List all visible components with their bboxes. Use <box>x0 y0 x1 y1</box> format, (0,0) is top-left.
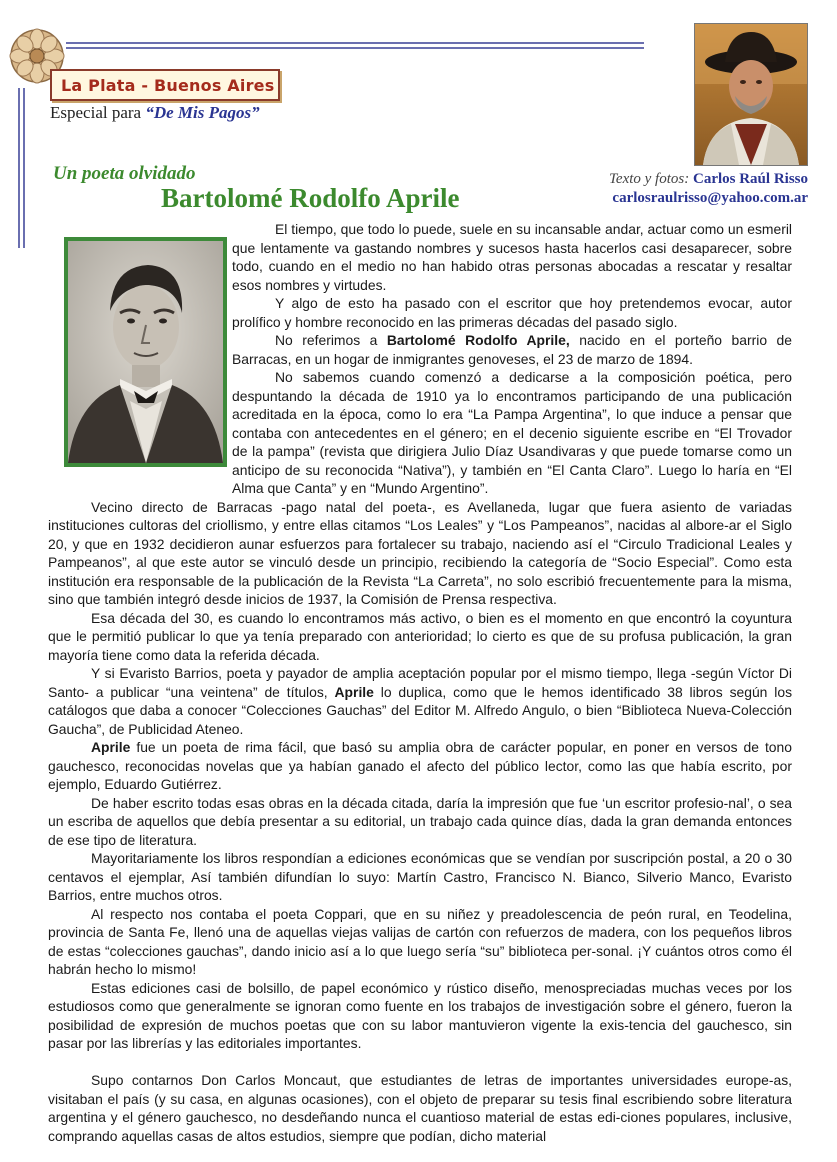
article-paragraph-12: Estas ediciones casi de bolsillo, de papel económico y rústico diseño, menospreciadas muchas veces por los estudiosos como que generalmente se ignoran como fuente en los trabajos de investigación sobre el género, fueron la posibilidad de expresión de muchos poetas que con su labor mantuvieron vigente la exis-tencia del gauchesco, sin pasar por las librerías y las editoriales importantes. <box>48 979 792 1051</box>
article-paragraph-1: El tiempo, que todo lo puede, suele en su incansable andar, actuar como un esmeril que lentamente va gastando nombres y sucesos hasta hacerlos casi desaparecer, sobre todo, cuando en el medio no han habido otras personas abocadas a rescatar y resaltar esos nombres y virtudes. <box>232 221 792 293</box>
paragraph-gap <box>48 1053 792 1072</box>
article-paragraph-8: Aprile fue un poeta de rima fácil, que basó su amplia obra de carácter popular, en poner en versos de tono gauchesco, reconocidas novelas que ya habían ganado el afecto del público lector, como las que había escrito, por ejemplo, Eduardo Gutiérrez. <box>48 739 792 792</box>
author-email: carlosraulrisso@yahoo.com.ar <box>612 190 808 206</box>
top-rule-2 <box>66 47 644 49</box>
article-body <box>48 220 792 1145</box>
special-for-line <box>50 103 260 123</box>
bold-name: Bartolomé Rodolfo Aprile, <box>386 332 570 348</box>
article-paragraph-9: De haber escrito todas esas obras en la década citada, daría la impresión que fue ‘un escritor profesio-nal’, o sea un escriba de aquellos que debía presentar a su editorial, un trabajo cada quince días, dada la gran demanda entonces de ese tipo de literatura. <box>48 794 792 848</box>
author-name: Carlos Raúl Risso <box>692 171 808 187</box>
article-paragraph-3: No referimos a Bartolomé Rodolfo Aprile, nacido en el porteño barrio de Barracas, en un hogar de inmigrantes genoveses, el 23 de marzo de 1894. <box>232 332 792 367</box>
article-paragraph-4: No sabemos cuando comenzó a dedicarse a la composición poética, pero despuntando la década de 1910 ya lo encontramos participando de una publicación acreditada en la época, como lo era “La Pampa Argentina”, lo que induce a pensar que contaba con antecedentes en el género; en el decenio siguiente escribe en “El Trovador de la pampa” (revista que dirigiera Julio Díaz Usandivaras y que puede tomarse como un anticipo de su reconocida “Nativa”), y también en “El Canta Claro”. Luego lo haría en “El Alma que Canta” y en “Mundo Argentino”. <box>232 369 792 496</box>
especial-prefix: Especial para <box>50 103 146 122</box>
article-paragraph-13: Supo contarnos Don Carlos Moncaut, que estudiantes de letras de importantes universidades europe-as, visitaban el país (y su casa, en algunas ocasiones), con el objeto de preparar su tesis final escribiendo sobre literatura argentina y el género gauchesco, no desdeñando nunca el cuantioso material de estas edi-ciones populares, inclusive, comprando aquellas casas de altos estudios, siempre que podían, dicho material <box>48 1072 792 1144</box>
author-photo <box>694 23 808 166</box>
location-label: La Plata - Buenos Aires <box>61 75 275 95</box>
credits-label: Texto y fotos: <box>608 171 693 187</box>
article-paragraph-5: Vecino directo de Barracas -pago natal del poeta-, es Avellaneda, lugar que fuera asiento de variadas instituciones cultoras del criollismo, y entre ellas citamos “Los Leales” y “Los Pampeanos”, nacidas al albore-ar el Siglo 20, y que en 1932 decidieron aunar esfuerzos para fortalecer su trabajo, naciendo así el “Circulo Tradicional Leales y Pampeanos”, al que este autor se vinculó desde un principio, recibiendo la categoría de “Socio Especial”. Como esta institución era responsable de la publicación de la Revista “La Carreta”, no solo escribió frecuentemente para la misma, sino que también integró desde inicios de 1937, la Comisión de Prensa respectiva. <box>48 498 792 607</box>
article-paragraph-6: Esa década del 30, es cuando lo encontramos más activo, o bien es el momento en que encontró la coyuntura que le permitió publicar lo que ya tenía preparado con anterioridad; lo cierto es que de su profusa publicación, la gran mayoría tiene como data la referida década. <box>48 609 792 663</box>
portrait-wrap-spacer <box>48 237 232 481</box>
bold-name: Aprile <box>334 683 374 700</box>
article-paragraph-11: Al respecto nos contaba el poeta Coppari, que en su niñez y preadolescencia de peón rural, en Teodelina, provincia de Santa Fe, llenó una de aquellas viejas valijas de cartón con refuerzos de madera, con los pequeños libros de estas “colecciones gauchas”, dando inicio así a lo que luego sería “su” biblioteca per-sonal. ¡Y cuántos otros como él habrán hecho lo mismo! <box>48 905 792 977</box>
bold-name: Aprile <box>91 739 131 755</box>
article-credits <box>609 170 808 208</box>
article-paragraph-2: Y algo de esto ha pasado con el escritor que hoy pretendemos evocar, autor prolífico y hombre reconocido en las primeras décadas del pasado siglo. <box>232 295 792 330</box>
left-rule-2 <box>23 88 25 248</box>
article-title: Bartolomé Rodolfo Aprile <box>161 183 460 213</box>
article-kicker: Un poeta olvidado <box>53 163 196 184</box>
left-rule-1 <box>18 88 20 248</box>
location-label-box <box>50 69 280 101</box>
publication-name: “De Mis Pagos” <box>145 103 260 122</box>
article-paragraph-10: Mayoritariamente los libros respondían a ediciones económicas que se vendían por suscripción postal, a 20 o 30 centavos el ejemplar, Así también difundían lo suyo: Martín Castro, Francisco N. Bianco, Silverio Manco, Evaristo Barrios, entre muchos otros. <box>48 850 792 903</box>
top-rule-1 <box>66 42 644 44</box>
article-paragraph-7: Y si Evaristo Barrios, poeta y payador de amplia aceptación popular por el mismo tiempo, llega -según Víctor Di Santo- a publicar “una veintena” de títulos, Aprile lo duplica, como que le hemos identificado 38 libros según los catálogos que daba a conocer “Colecciones Gauchas” del Editor M. Alfredo Angulo, o bien “Biblioteca Nueva-Colección Gaucha”, de Publicidad Ateneo. <box>48 665 793 737</box>
